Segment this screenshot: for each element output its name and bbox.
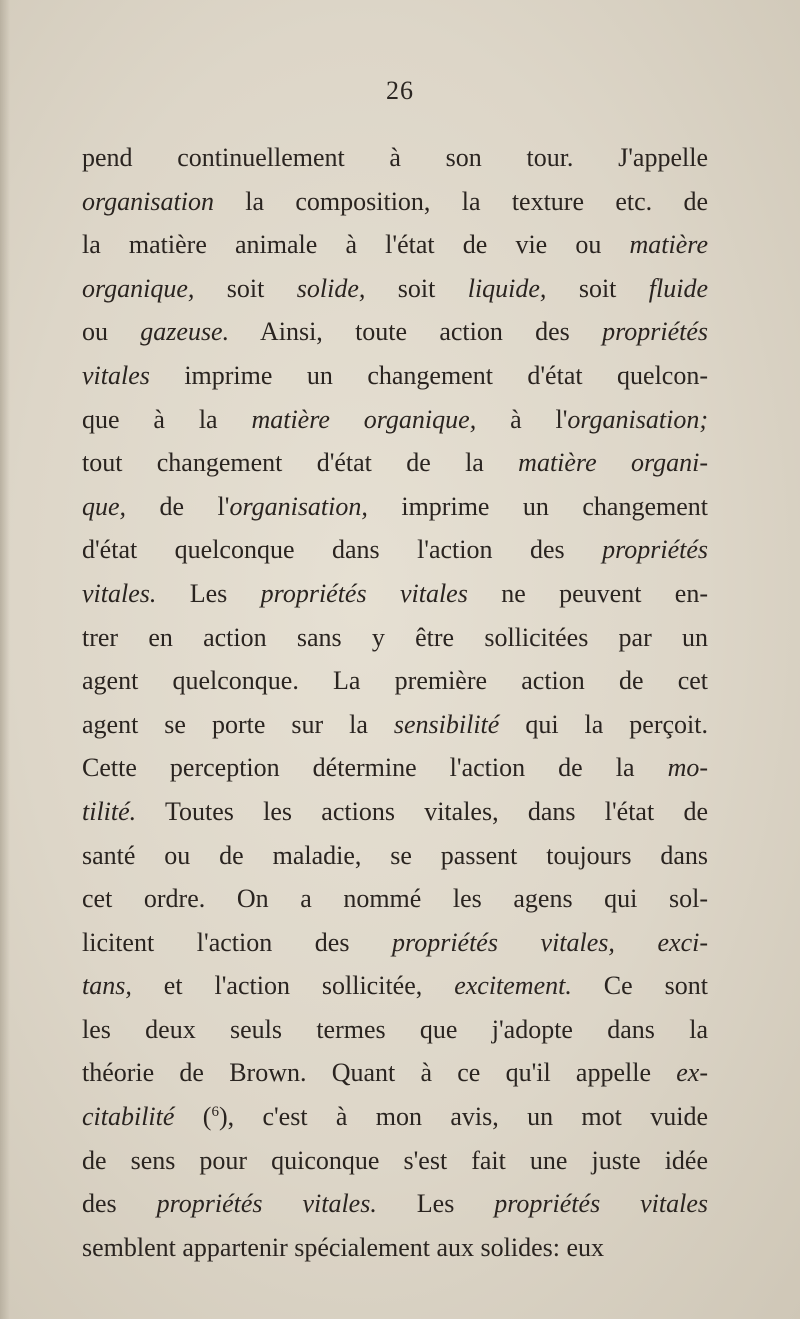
text-run: Les	[156, 578, 261, 608]
italic-term: mo-	[667, 753, 708, 783]
italic-term: sensibilité	[393, 709, 500, 739]
text-run: la matière animale à l'état de vie ou	[82, 230, 630, 260]
italic-term: propriétés vitales	[260, 578, 468, 608]
text-line	[82, 1051, 708, 1095]
italic-term: que,	[82, 491, 127, 521]
text-line	[82, 180, 708, 224]
italic-term: tans,	[82, 971, 132, 1001]
text-run: que à la	[82, 404, 252, 434]
text-run: tout changement d'état de la	[82, 448, 519, 478]
italic-term: organisation	[82, 186, 214, 216]
italic-term: solide,	[296, 273, 366, 303]
italic-term: fluide	[648, 273, 708, 303]
text-line	[82, 659, 708, 703]
text-line	[82, 921, 708, 965]
italic-term: liquide,	[467, 273, 547, 303]
italic-term: organisation,	[229, 491, 368, 521]
italic-term: excitement.	[454, 971, 572, 1001]
text-run: agent se porte sur la	[82, 709, 394, 739]
text-line	[82, 310, 708, 354]
text-run: imprime un changement d'état quelcon-	[149, 360, 708, 390]
text-line	[82, 441, 708, 485]
text-line	[82, 1008, 708, 1052]
text-run: les deux seuls termes que j'adopte dans la	[82, 1014, 708, 1044]
text-run: soit	[365, 273, 468, 303]
text-line	[82, 572, 708, 616]
italic-term: matière organi-	[518, 448, 708, 478]
italic-term: organique,	[82, 273, 195, 303]
text-line	[82, 136, 708, 180]
text-run: soit	[546, 273, 649, 303]
text-run: soit	[194, 273, 297, 303]
page-gutter-shadow	[0, 0, 10, 1319]
text-line	[82, 746, 708, 790]
text-line	[82, 398, 708, 442]
italic-term: propriétés vitales	[494, 1189, 708, 1219]
text-run: semblent appartenir spécialement aux solides: eux	[82, 1232, 604, 1262]
text-line	[82, 834, 708, 878]
italic-term: vitales.	[82, 578, 157, 608]
text-line	[82, 267, 708, 311]
text-line	[82, 485, 708, 529]
text-run: licitent l'action des	[82, 927, 393, 957]
text-run: à l'	[476, 404, 568, 434]
body-text	[82, 136, 708, 1269]
text-run: Les	[376, 1189, 495, 1219]
italic-term: propriétés vitales, exci-	[392, 927, 708, 957]
text-run: (	[174, 1102, 212, 1132]
text-line	[82, 354, 708, 398]
italic-term: ex-	[676, 1058, 708, 1088]
italic-term: vitales	[82, 360, 150, 390]
text-run: imprime un changement	[367, 491, 708, 521]
text-run: Cette perception détermine l'action de la	[82, 753, 668, 783]
text-run: Ce sont	[571, 971, 708, 1001]
text-run: la composition, la texture etc. de	[213, 186, 708, 216]
text-run: agent quelconque. La première action de cet	[82, 666, 708, 696]
text-run: qui la perçoit.	[499, 709, 708, 739]
text-run: Toutes les actions vitales, dans l'état de	[136, 796, 708, 826]
text-run: de l'	[126, 491, 230, 521]
text-line	[82, 223, 708, 267]
text-run: ), c'est à mon avis, un mot vuide	[218, 1102, 708, 1132]
footnote-marker: 6	[211, 1104, 219, 1121]
text-line	[82, 877, 708, 921]
text-line	[82, 1139, 708, 1183]
italic-term: organisation;	[567, 404, 708, 434]
text-run: cet ordre. On a nommé les agens qui sol-	[82, 884, 708, 914]
text-run: des	[82, 1189, 157, 1219]
text-run: trer en action sans y être sollicitées par un	[82, 622, 708, 652]
italic-term: propriétés vitales.	[156, 1189, 377, 1219]
text-line	[82, 703, 708, 747]
italic-term: tilité.	[82, 796, 137, 826]
text-run: d'état quelconque dans l'action des	[82, 535, 603, 565]
text-line	[82, 1182, 708, 1226]
italic-term: matière	[629, 230, 708, 260]
text-line	[82, 1095, 708, 1139]
text-run: ou	[82, 317, 141, 347]
text-run: théorie de Brown. Quant à ce qu'il appelle	[82, 1058, 677, 1088]
text-line	[82, 528, 708, 572]
italic-term: gazeuse.	[140, 317, 230, 347]
page-number: 26	[386, 76, 414, 105]
text-run: de sens pour quiconque s'est fait une juste idée	[82, 1145, 708, 1175]
text-run: et l'action sollicitée,	[131, 971, 455, 1001]
italic-term: citabilité	[82, 1102, 175, 1132]
text-line	[82, 790, 708, 834]
text-run: santé ou de maladie, se passent toujours dans	[82, 840, 708, 870]
text-line	[82, 964, 708, 1008]
text-line	[82, 1226, 708, 1270]
text-line	[82, 616, 708, 660]
italic-term: propriétés	[602, 317, 708, 347]
italic-term: propriétés	[602, 535, 708, 565]
text-run: ne peuvent en-	[467, 578, 708, 608]
italic-term: matière organique,	[251, 404, 477, 434]
text-run: pend continuellement à son tour. J'appelle	[82, 143, 708, 172]
text-run: Ainsi, toute action des	[229, 317, 603, 347]
